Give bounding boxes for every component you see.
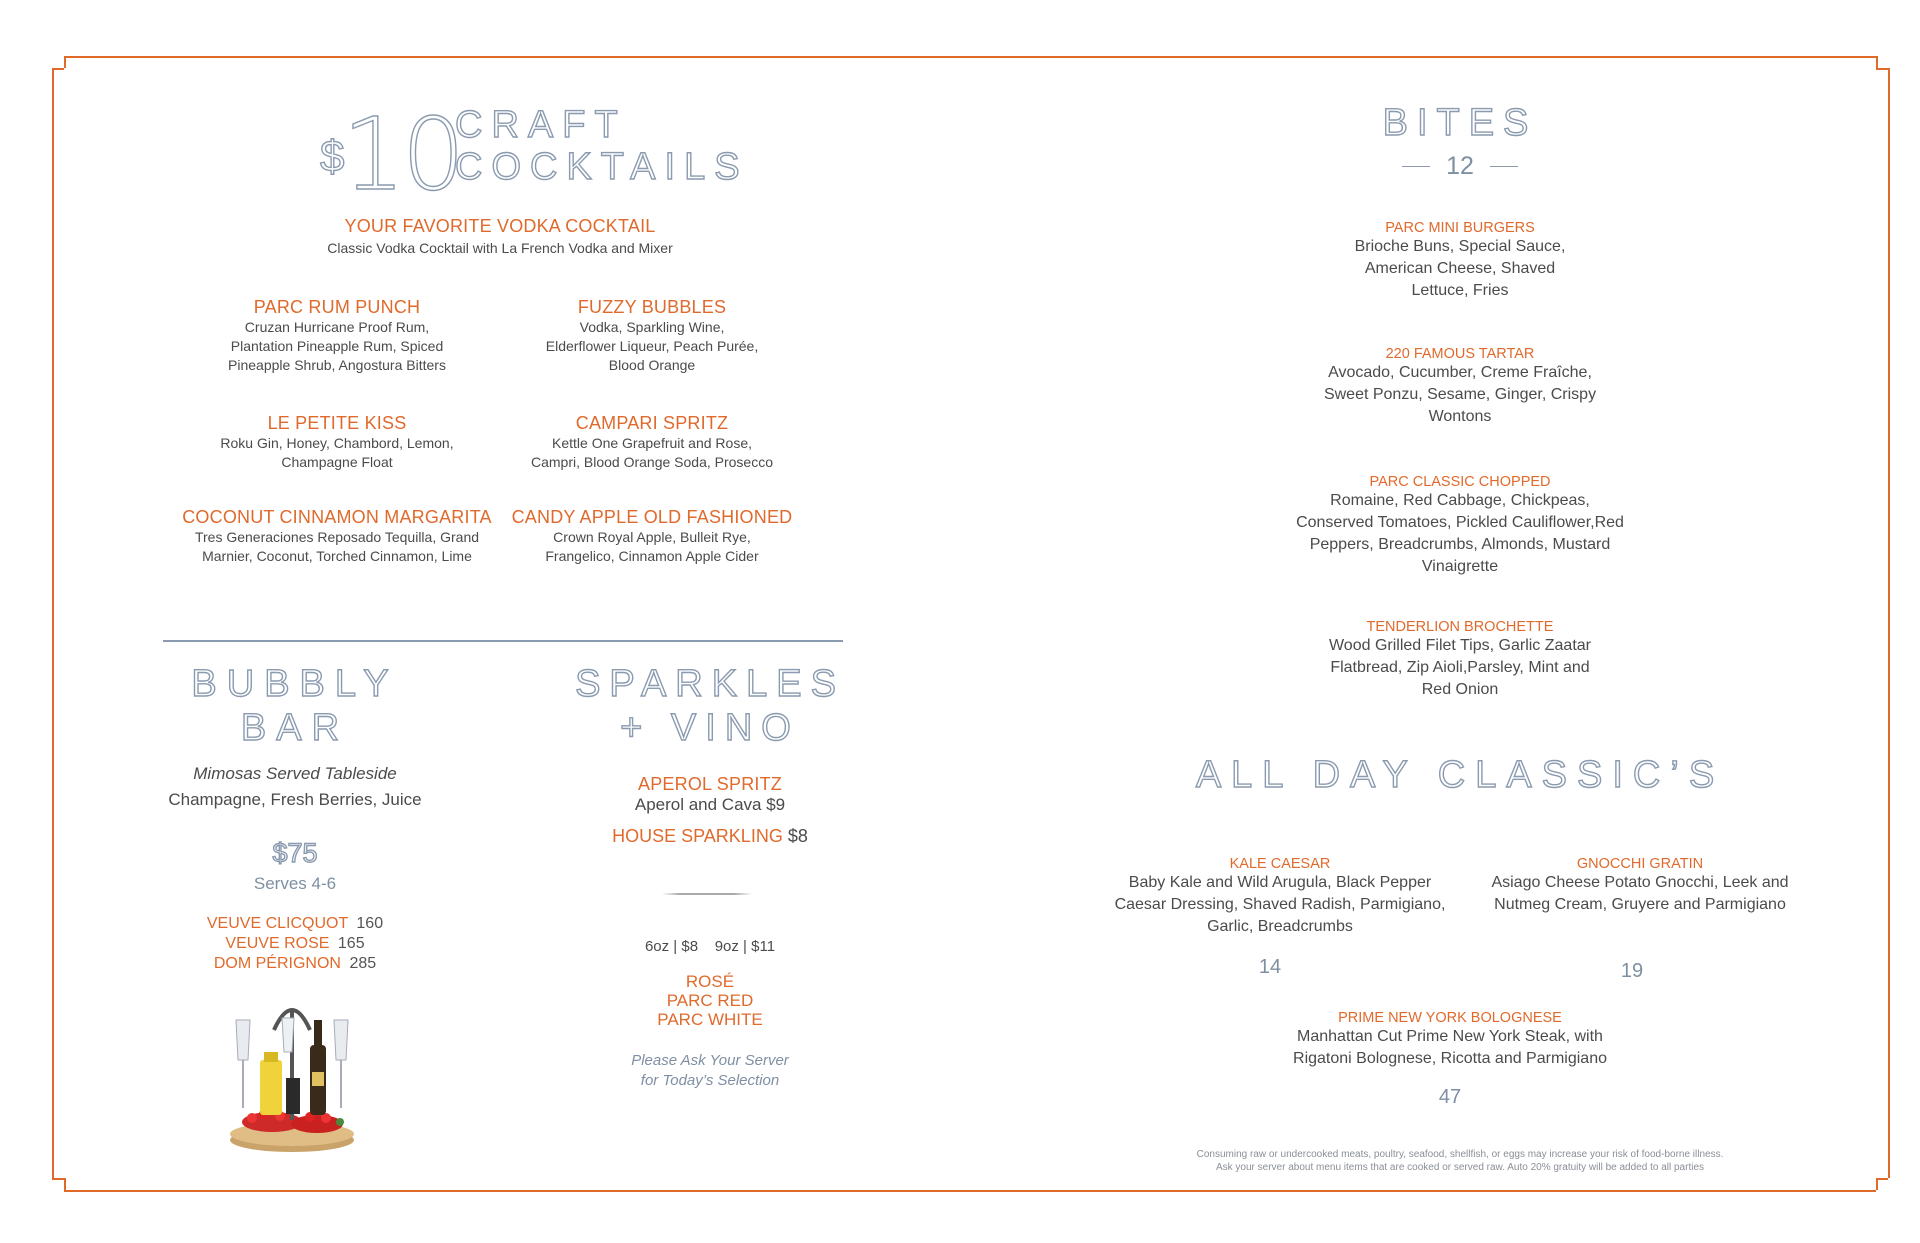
cocktail-desc-line: Frangelico, Cinnamon Apple Cider: [545, 548, 759, 564]
cocktail-title: CAMPARI SPRITZ: [575, 413, 729, 433]
bite-title: PARC CLASSIC CHOPPED: [1369, 474, 1551, 490]
classic-price-kale: 14: [1258, 956, 1282, 978]
bubbly-desc: Champagne, Fresh Berries, Juice: [168, 790, 422, 809]
classic-desc-line: Garlic, Breadcrumbs: [1207, 918, 1353, 935]
classic-item-kale-caesar: [1080, 856, 1480, 938]
ornament-divider: [662, 893, 752, 895]
bottle-name: VEUVE CLICQUOT: [206, 915, 348, 932]
classic-item-bolognese: [1240, 1010, 1660, 1070]
server-note-line: Please Ask Your Server: [631, 1052, 789, 1069]
classic-desc-line: Asiago Cheese Potato Gnocchi, Leek and: [1491, 874, 1789, 891]
bottle-item: [145, 934, 445, 954]
bite-desc-line: Brioche Buns, Special Sauce,: [1354, 238, 1566, 255]
bites-heading: BITES: [1382, 102, 1538, 144]
cocktails-heading-line1: CRAFT: [455, 104, 627, 146]
cocktails-price-number: 10: [342, 96, 462, 213]
bubbly-price: $75: [272, 838, 318, 868]
bottle-price: 165: [337, 935, 365, 952]
cocktail-item-candy-apple: [467, 507, 837, 566]
cocktail-title: CANDY APPLE OLD FASHIONED: [511, 507, 793, 527]
bite-desc-line: Sweet Ponzu, Sesame, Ginger, Crispy: [1323, 386, 1597, 403]
house-sparkling: [555, 826, 865, 847]
classic-desc-line: Manhattan Cut Prime New York Steak, with: [1297, 1028, 1603, 1045]
cocktail-desc-line: Champagne Float: [281, 454, 393, 470]
classics-heading: ALL DAY CLASSIC’S: [1195, 754, 1725, 796]
server-note: [555, 1051, 865, 1091]
dash-left: [1402, 166, 1430, 168]
bite-desc-line: American Cheese, Shaved: [1364, 260, 1556, 277]
bite-title: PARC MINI BURGERS: [1385, 220, 1535, 236]
champagne-caddy-image: [222, 990, 362, 1160]
bite-item-tartar: [1260, 346, 1660, 428]
bite-desc-line: Red Onion: [1421, 681, 1499, 698]
house-wines: [555, 972, 865, 1029]
cocktail-desc-line: Marnier, Coconut, Torched Cinnamon, Lime: [202, 548, 472, 564]
aperol-title: APEROL SPRITZ: [638, 774, 782, 794]
cocktail-item-campari-spritz: [477, 413, 827, 472]
bite-desc-line: Conserved Tomatoes, Pickled Cauliflower,Red: [1296, 514, 1624, 531]
disclaimer-line: Consuming raw or undercooked meats, poultry, seafood, shellfish, or eggs may increase your risk of food-borne illness.: [1196, 1149, 1724, 1160]
bite-desc-line: Vinaigrette: [1421, 558, 1499, 575]
featured-cocktail-desc: Classic Vodka Cocktail with La French Vodka and Mixer: [327, 240, 673, 256]
aperol-desc: Aperol and Cava $9: [634, 795, 786, 814]
bite-title: TENDERLION BROCHETTE: [1366, 619, 1554, 635]
bite-desc-line: Avocado, Cucumber, Creme Fraîche,: [1328, 364, 1592, 381]
house-sparkling-price: $8: [787, 826, 808, 846]
bite-item-classic-chopped: [1240, 474, 1680, 578]
wine-item: PARC RED: [666, 991, 754, 1010]
disclaimer: [1080, 1148, 1840, 1174]
cocktail-desc-line: Tres Generaciones Reposado Tequilla, Grand: [194, 529, 480, 545]
cocktail-item-fuzzy-bubbles: [477, 297, 827, 375]
cocktail-desc-line: Roku Gin, Honey, Chambord, Lemon,: [220, 435, 454, 451]
cocktail-desc-line: Vodka, Sparkling Wine,: [579, 319, 725, 335]
bite-desc-line: Wontons: [1428, 408, 1492, 425]
bottle-item: [145, 954, 445, 974]
house-sparkling-title: HOUSE SPARKLING: [612, 826, 783, 846]
aperol-spritz: [555, 774, 865, 815]
bite-item-brochette: [1260, 619, 1660, 701]
classic-desc-line: Rigatoni Bolognese, Ricotta and Parmigiano: [1293, 1050, 1607, 1067]
bubbly-serves: Serves 4-6: [253, 874, 337, 893]
cocktails-heading-line2: COCKTAILS: [455, 146, 749, 188]
cocktail-desc-line: Campri, Blood Orange Soda, Prosecco: [530, 454, 773, 470]
cocktail-title: COCONUT CINNAMON MARGARITA: [182, 507, 492, 527]
dash-right: [1490, 166, 1518, 168]
classic-title: GNOCCHI GRATIN: [1576, 856, 1704, 872]
bubbly-heading-line1: BUBBLY: [191, 663, 399, 705]
bubbly-heading-line2: BAR: [240, 707, 350, 749]
bite-desc-line: Wood Grilled Filet Tips, Garlic Zaatar: [1328, 637, 1591, 654]
bottle-item: [145, 914, 445, 934]
cocktail-title: PARC RUM PUNCH: [253, 297, 421, 317]
bite-item-mini-burgers: [1260, 220, 1660, 302]
cocktail-title: LE PETITE KISS: [267, 413, 407, 433]
classic-desc-line: Baby Kale and Wild Arugula, Black Pepper: [1128, 874, 1432, 891]
bottle-name: VEUVE ROSE: [225, 935, 330, 952]
wine-item: PARC WHITE: [657, 1010, 763, 1029]
bites-price: 12: [1446, 152, 1474, 180]
bubbly-heading: [145, 662, 445, 750]
featured-cocktail-title: YOUR FAVORITE VODKA COCKTAIL: [344, 216, 656, 236]
cocktail-desc-line: Blood Orange: [608, 357, 696, 373]
cocktail-title: FUZZY BUBBLES: [577, 297, 727, 317]
classic-desc-line: Caesar Dressing, Shaved Radish, Parmigiano,: [1114, 896, 1446, 913]
featured-cocktail: [200, 216, 800, 258]
cocktail-desc-line: Pineapple Shrub, Angostura Bitters: [228, 357, 446, 373]
cocktail-desc-line: Crown Royal Apple, Bulleit Rye,: [553, 529, 751, 545]
bottle-price: 285: [349, 955, 377, 972]
section-divider: [163, 640, 843, 642]
cocktails-price-symbol: $: [320, 132, 345, 181]
bottle-name: DOM PÉRIGNON: [213, 955, 341, 972]
bite-title: 220 FAMOUS TARTAR: [1385, 346, 1535, 362]
disclaimer-line: Ask your server about menu items that are cooked or served raw. Auto 20% gratuity will be added to all parties: [1215, 1162, 1705, 1173]
sparkles-heading-line2: + VINO: [620, 707, 800, 749]
sparkles-heading: [555, 662, 865, 750]
pour-sizes: 6oz | $8 9oz | $11: [644, 938, 776, 955]
cocktails-heading: [320, 96, 749, 213]
classic-price-gnocchi: 19: [1620, 960, 1644, 982]
bite-desc-line: Lettuce, Fries: [1411, 282, 1509, 299]
cocktail-item-rum-punch: [162, 297, 512, 375]
classic-price-bolognese: 47: [1438, 1086, 1462, 1108]
bites-price-row: [1330, 152, 1590, 181]
bite-desc-line: Flatbread, Zip Aioli,Parsley, Mint and: [1330, 659, 1590, 676]
classic-title: PRIME NEW YORK BOLOGNESE: [1338, 1010, 1562, 1026]
cocktail-desc-line: Cruzan Hurricane Proof Rum,: [244, 319, 430, 335]
cocktail-desc-line: Plantation Pineapple Rum, Spiced: [230, 338, 444, 354]
classic-item-gnocchi: [1440, 856, 1840, 916]
cocktail-item-petite-kiss: [162, 413, 512, 472]
server-note-line: for Today’s Selection: [640, 1072, 780, 1089]
bottle-price: 160: [356, 915, 384, 932]
sparkles-heading-line1: SPARKLES: [575, 663, 845, 705]
classic-desc-line: Nutmeg Cream, Gruyere and Parmigiano: [1494, 896, 1786, 913]
classic-title: KALE CAESAR: [1229, 856, 1331, 872]
bite-desc-line: Peppers, Breadcrumbs, Almonds, Mustard: [1309, 536, 1611, 553]
wine-item: ROSÉ: [685, 972, 735, 991]
cocktail-desc-line: Elderflower Liqueur, Peach Purée,: [545, 338, 759, 354]
bubbly-bottles: [145, 914, 445, 974]
bubbly-tagline: Mimosas Served Tableside: [193, 764, 397, 783]
bite-desc-line: Romaine, Red Cabbage, Chickpeas,: [1330, 492, 1590, 509]
cocktail-desc-line: Kettle One Grapefruit and Rose,: [552, 435, 752, 451]
